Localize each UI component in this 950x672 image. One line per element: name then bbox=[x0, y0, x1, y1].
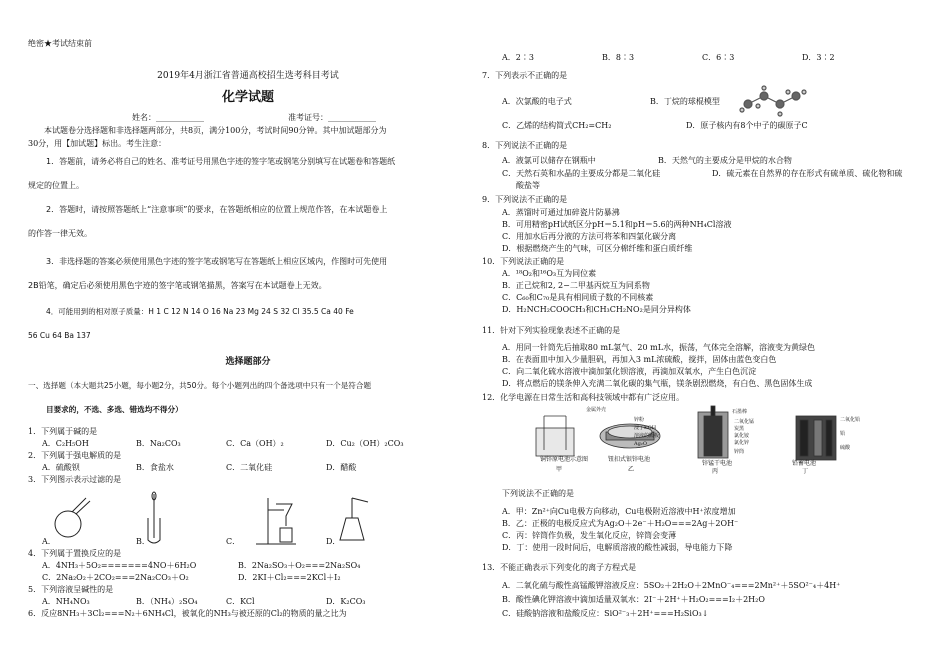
caption-ding: 丁 bbox=[802, 468, 809, 475]
q10-opt-b: B．正己烷和2, 2−二甲基丙烷互为同系物 bbox=[502, 281, 650, 290]
note-2b: 的作答一律无效。 bbox=[28, 229, 92, 238]
q3-opt-a: A． bbox=[42, 537, 56, 546]
fig-label-zinc-powder: 锌粉 bbox=[634, 417, 645, 423]
q9-opt-c: C．用加水后再分液的方法可将苯和四氯化碳分离 bbox=[502, 232, 677, 241]
fig-label-mno2: 二氧化锰 bbox=[734, 419, 755, 425]
fig-label-zncl2: 氯化锌 bbox=[734, 440, 750, 446]
intro-line-1: 本试题卷分选择题和非选择题两部分，共8页，满分100分，考试时间90分钟。其中加试题部分为 bbox=[44, 126, 387, 135]
subject-title: 化学试题 bbox=[221, 90, 274, 105]
q2-options bbox=[42, 462, 356, 474]
q8-opt-c: C．天然石英和水晶的主要成分都是二氧化硅 bbox=[502, 169, 661, 178]
note-4a: 4．可能用到的相对原子质量：H 1 C 12 N 14 O 16 Na 23 Mg 24 S 32 Cl 35.5 Ca 40 Fe bbox=[46, 307, 354, 316]
q13-stem: 13．不能正确表示下列变化的离子方程式是 bbox=[482, 563, 637, 572]
caption-jia: 甲 bbox=[556, 466, 563, 473]
figure-jia-galvanic-cell bbox=[536, 416, 574, 456]
fig-label-graphite: 石墨棒 bbox=[732, 409, 748, 415]
q5-opt-a: A．NH₄NO₃ bbox=[42, 597, 90, 606]
q8-opt-a: A．液氯可以储存在钢瓶中 bbox=[502, 156, 596, 165]
q5-opt-d: D．K₂CO₃ bbox=[326, 597, 366, 606]
q8-opt-d-cont: 酸盐等 bbox=[516, 181, 540, 190]
fig-label-ag2o: Ag₂O bbox=[634, 441, 647, 447]
name-label: 姓名：____________ bbox=[132, 113, 204, 122]
note-2a: 2．答题时，请按照答题纸上“注意事项”的要求，在答题纸相应的位置上规范作答，在本试题卷上 bbox=[46, 205, 388, 214]
q3-opt-c: C． bbox=[226, 537, 241, 546]
q9-stem: 9．下列说法不正确的是 bbox=[482, 195, 568, 204]
fig-label-h2so4: 硫酸 bbox=[840, 445, 851, 451]
q2-opt-b: B．食盐水 bbox=[136, 463, 174, 472]
q4-opt-c: C．2Na₂O₂＋2CO₂===2Na₂CO₃＋O₂ bbox=[42, 573, 189, 582]
q9-opt-b: B．可用精密pH试纸区分pH＝5.1和pH＝5.6的两种NH₄Cl溶液 bbox=[502, 220, 732, 229]
q10-stem: 10．下列说法正确的是 bbox=[482, 257, 565, 266]
q1-opt-d: D．Cu₂（OH）₂CO₃ bbox=[326, 439, 404, 448]
butane-ball-model-icon bbox=[740, 86, 806, 116]
q6-opt-a: A．2∶3 bbox=[502, 53, 534, 62]
q9-opt-a: A．蒸馏时可通过加碎瓷片防暴沸 bbox=[502, 208, 620, 217]
id-label: 准考证号：____________ bbox=[288, 113, 376, 122]
note-1a: 1．答题前，请务必将自己的姓名、准考证号用黑色字迹的签字笔或钢笔分别填写在试题卷和答题纸 bbox=[46, 157, 396, 166]
q12-stem2: 下列说法不正确的是 bbox=[502, 489, 574, 498]
q4-options-row2 bbox=[42, 572, 341, 584]
q10-opt-a: A．¹⁸O₂和¹⁶O₃互为同位素 bbox=[502, 269, 597, 278]
q9-opt-d: D．根据燃烧产生的气味，可区分棉纤维和蛋白质纤维 bbox=[502, 244, 693, 253]
fig-label-separator: 溶液的隔板 bbox=[634, 433, 660, 439]
q7-opt-c: C．乙烯的结构简式CH₂=CH₂ bbox=[502, 121, 612, 130]
q11-stem: 11．针对下列实验现象表述不正确的是 bbox=[482, 326, 621, 335]
note-4b: 56 Cu 64 Ba 137 bbox=[28, 331, 91, 340]
q1-opt-a: A．C₂H₅OH bbox=[42, 439, 89, 448]
q7-opt-d: D．原子核内有8个中子的碳原子C bbox=[686, 121, 808, 130]
q12-stem: 12．化学电源在日常生活和高科技领域中都有广泛应用。 bbox=[482, 393, 685, 402]
q11-opt-b: B．在表面皿中加入少量胆矾，再加入3 mL浓硫酸，搅拌，固体由蓝色变白色 bbox=[502, 355, 777, 364]
q5-opt-c: C．KCl bbox=[226, 597, 255, 606]
q7-opt-b: B．丁烷的球棍模型 bbox=[650, 97, 720, 106]
q2-stem: 2．下列属于强电解质的是 bbox=[28, 451, 122, 460]
fig-label-carbon: 炭黑 bbox=[734, 426, 745, 432]
q5-stem: 5．下列溶液呈碱性的是 bbox=[28, 585, 114, 594]
figure-d-flask bbox=[340, 498, 368, 540]
fig-label-pbo2: 二氧化铅 bbox=[840, 417, 861, 423]
fig-label-zinc-can: 锌筒 bbox=[734, 449, 745, 455]
q12-opt-c: C．丙：锌筒作负极，发生氧化反应，锌筒会变薄 bbox=[502, 531, 677, 540]
q3-stem: 3．下列图示表示过滤的是 bbox=[28, 475, 122, 484]
q4-options-row1 bbox=[42, 560, 360, 572]
intro-line-2: 30分，用【加试题】标出。考生注意： bbox=[28, 139, 167, 148]
q8-opt-d: D．硫元素在自然界的存在形式有硫单质、硫化物和硫 bbox=[712, 169, 903, 178]
q1-options bbox=[42, 438, 404, 450]
q6-stem: 6．反应8NH₃＋3Cl₂===N₂＋6NH₄Cl，被氧化的NH₃与被还原的Cl₂的物质的量之比为 bbox=[28, 609, 347, 618]
figure-a-flask bbox=[55, 498, 90, 537]
q3-options bbox=[42, 536, 340, 548]
q3-opt-d: D． bbox=[326, 537, 341, 546]
q13-opt-a: A．二氧化硫与酸性高锰酸钾溶液反应：5SO₂＋2H₂O＋2MnO⁻₄===2Mn²⁺＋5SO²⁻₄＋4H⁺ bbox=[502, 581, 841, 590]
fig-ding-text: 铅蓄电池 bbox=[792, 460, 817, 467]
q6-options bbox=[502, 52, 835, 64]
q10-opt-c: C．C₆₀和C₇₀是具有相同质子数的不同核素 bbox=[502, 293, 654, 302]
part1-line-a: 一、选择题（本大题共25小题，每小题2分，共50分。每个小题列出的四个备选项中只有一个是符合题 bbox=[28, 381, 372, 390]
q11-opt-a: A．用同一针筒先后抽取80 mL氯气、20 mL水，振荡，气体完全溶解，溶液变为黄绿色 bbox=[502, 343, 816, 352]
q5-options bbox=[42, 596, 365, 608]
fig-bing-text: 锌锰干电池 bbox=[702, 460, 733, 467]
q4-stem: 4．下列属于置换反应的是 bbox=[28, 549, 122, 558]
section-title: 选择题部分 bbox=[225, 357, 271, 367]
caption-yi: 乙 bbox=[628, 466, 635, 473]
fig-label-nh4cl: 氯化铵 bbox=[734, 433, 750, 439]
figure-ding-lead-battery bbox=[796, 416, 836, 460]
q6-opt-b: B．8∶3 bbox=[602, 53, 635, 62]
q6-opt-c: C．6∶3 bbox=[702, 53, 735, 62]
fig-label-koh: 浸了KOH bbox=[634, 425, 657, 431]
fig-yi-text: 钮扣式银锌电池 bbox=[608, 456, 651, 463]
fig-jia-text: 铜锌原电池示意图 bbox=[540, 456, 589, 463]
q2-opt-d: D．醋酸 bbox=[326, 463, 357, 472]
note-3b: 2B铅笔，确定后必须使用黑色字迹的签字笔或钢笔描黑，答案写在本试题卷上无效。 bbox=[28, 281, 327, 290]
q7-stem: 7．下列表示不正确的是 bbox=[482, 71, 568, 80]
q4-opt-a: A．4NH₃＋5O₂=======4NO＋6H₂O bbox=[42, 561, 197, 570]
q7-opt-a: A．次氯酸的电子式 bbox=[502, 97, 572, 106]
q13-opt-b: B．酸性碘化钾溶液中滴加适量双氧水：2I⁻＋2H⁺＋H₂O₂===I₂＋2H₂O bbox=[502, 595, 765, 604]
q2-opt-c: C．二氧化硅 bbox=[226, 463, 273, 472]
q11-opt-c: C．向二氧化硫水溶液中滴加氯化钡溶液，再滴加双氧水，产生白色沉淀 bbox=[502, 367, 757, 376]
q12-opt-b: B．乙：正极的电极反应式为Ag₂O＋2e⁻＋H₂O===2Ag＋2OH⁻ bbox=[502, 519, 739, 528]
q1-stem: 1．下列属于碱的是 bbox=[28, 427, 98, 436]
exam-title: 2019年4月浙江省普通高校招生选考科目考试 bbox=[157, 71, 339, 81]
q1-opt-c: C．Ca（OH）₂ bbox=[226, 439, 284, 448]
q8-stem: 8．下列说法不正确的是 bbox=[482, 141, 568, 150]
q10-opt-d: D．H₂NCH₂COOCH₃和CH₃CH₂NO₂是同分异构体 bbox=[502, 305, 691, 314]
q5-opt-b: B．（NH₄）₂SO₄ bbox=[136, 597, 198, 606]
q4-opt-d: D．2KI＋Cl₂===2KCl＋I₂ bbox=[238, 573, 341, 582]
note-1b: 规定的位置上。 bbox=[28, 181, 84, 190]
q13-opt-c: C．硅酸钠溶液和盐酸反应：SiO²⁻₃＋2H⁺===H₂SiO₃↓ bbox=[502, 609, 709, 618]
q11-opt-d: D．将点燃后的镁条伸入充满二氧化碳的集气瓶，镁条剧烈燃烧，有白色、黑色固体生成 bbox=[502, 379, 813, 388]
q8-opt-b: B．天然气的主要成分是甲烷的水合物 bbox=[658, 156, 792, 165]
q6-opt-d: D．3∶2 bbox=[802, 53, 835, 62]
secret-mark: 绝密★考试结束前 bbox=[28, 39, 92, 48]
caption-bing: 丙 bbox=[712, 468, 719, 475]
part1-line-b: 目要求的，不选、多选、错选均不得分） bbox=[46, 405, 183, 414]
q1-opt-b: B．Na₂CO₃ bbox=[136, 439, 181, 448]
fig-label-pb: 铅 bbox=[840, 431, 846, 437]
note-3a: 3．非选择题的答案必须使用黑色字迹的签字笔或钢笔写在答题纸上相应区域内，作图时可先使用 bbox=[46, 257, 388, 266]
q3-opt-b: B． bbox=[136, 537, 150, 546]
q12-opt-d: D．丁：使用一段时间后，电解质溶液的酸性减弱，导电能力下降 bbox=[502, 543, 733, 552]
figure-bing-dry-cell bbox=[698, 406, 728, 458]
fig-label-shell: 金属外壳 bbox=[586, 407, 607, 413]
butane-ball-model bbox=[738, 84, 808, 118]
q12-opt-a: A．甲：Zn²⁺向Cu电极方向移动，Cu电极附近溶液中H⁺浓度增加 bbox=[502, 507, 736, 516]
q4-opt-b: B．2Na₂SO₃＋O₂===2Na₂SO₄ bbox=[238, 561, 361, 570]
q2-opt-a: A．硫酸钡 bbox=[42, 463, 80, 472]
